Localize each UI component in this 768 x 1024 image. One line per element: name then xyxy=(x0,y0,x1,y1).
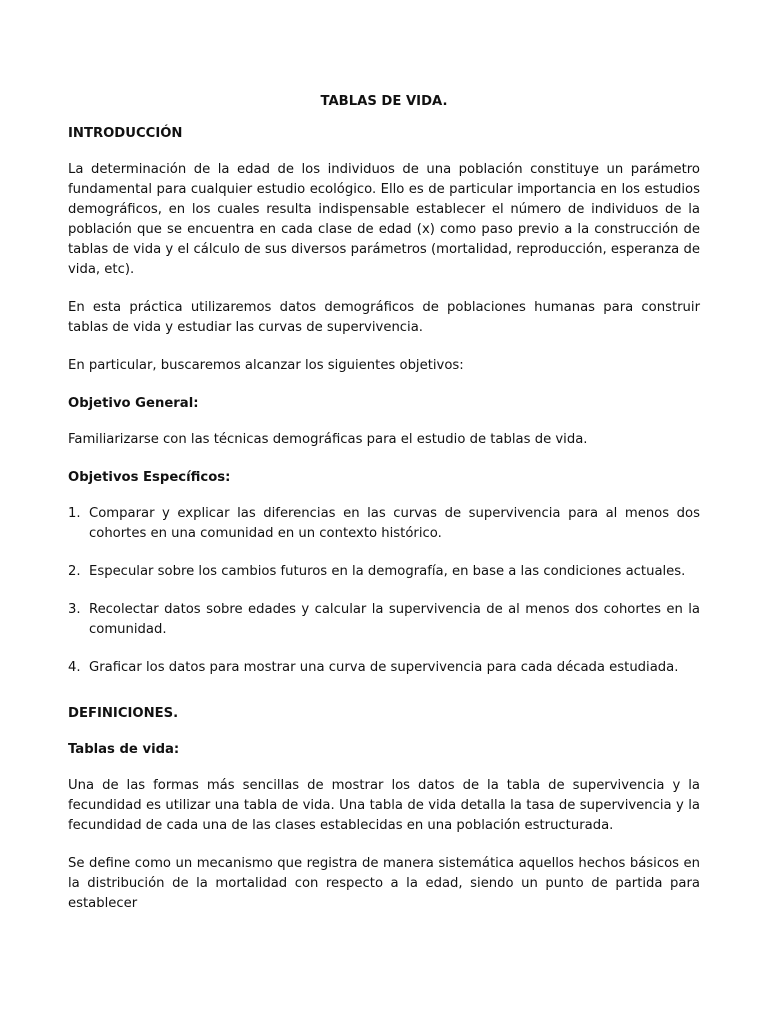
definitions-paragraph-2: Se define como un mecanismo que registra de manera sistemática aquellos hechos básicos en la distribución de la mortalidad con respecto a la edad, siendo un punto de partida para establecer xyxy=(68,856,700,911)
intro-paragraph-3: En particular, buscaremos alcanzar los siguientes objetivos: xyxy=(68,358,464,373)
list-item xyxy=(68,658,700,678)
definitions-paragraph-1: Una de las formas más sencillas de mostrar los datos de la tabla de supervivencia y la fecundidad es utilizar una tabla de vida. Una tabla de vida detalla la tasa de supervivencia y la fecundidad de cada una de las clases establecidas en una población estructurada. xyxy=(68,778,700,833)
list-item-number: 4. xyxy=(68,660,81,675)
list-item xyxy=(68,600,700,640)
list-item-text: Recolectar datos sobre edades y calcular la supervivencia de al menos dos cohortes en la comunidad. xyxy=(89,602,700,637)
life-tables-heading: Tablas de vida: xyxy=(68,742,180,757)
specific-objectives-heading: Objetivos Específicos: xyxy=(68,470,231,485)
list-item-number: 3. xyxy=(68,602,81,617)
document-body xyxy=(68,92,700,932)
intro-paragraph-1: La determinación de la edad de los individuos de una población constituye un parámetro fundamental para cualquier estudio ecológico. Ello es de particular importancia en los estudios demográficos, en los cuales resulta indispensable establecer el número de individuos de la población que se encuentra en cada clase de edad (x) como paso previo a la construcción de tablas de vida y el cálculo de sus diversos parámetros (mortalidad, reproducción, esperanza de vida, etc). xyxy=(68,162,700,277)
definitions-heading: DEFINICIONES. xyxy=(68,706,179,721)
list-item-number: 2. xyxy=(68,564,81,579)
list-item xyxy=(68,504,700,544)
intro-heading: INTRODUCCIÓN xyxy=(68,126,183,141)
list-item xyxy=(68,562,700,582)
intro-paragraph-2: En esta práctica utilizaremos datos demográficos de poblaciones humanas para construir tablas de vida y estudiar las curvas de supervivencia. xyxy=(68,300,700,335)
list-item-number: 1. xyxy=(68,506,81,521)
general-objective-heading: Objetivo General: xyxy=(68,396,199,411)
document-title: TABLAS DE VIDA. xyxy=(320,94,448,109)
general-objective-text: Familiarizarse con las técnicas demográficas para el estudio de tablas de vida. xyxy=(68,432,588,447)
list-item-text: Especular sobre los cambios futuros en la demografía, en base a las condiciones actuales. xyxy=(89,564,686,579)
specific-objectives-list xyxy=(68,504,700,678)
list-item-text: Graficar los datos para mostrar una curva de supervivencia para cada década estudiada. xyxy=(89,660,679,675)
list-item-text: Comparar y explicar las diferencias en las curvas de supervivencia para al menos dos cohortes en una comunidad en un contexto histórico. xyxy=(89,506,700,541)
